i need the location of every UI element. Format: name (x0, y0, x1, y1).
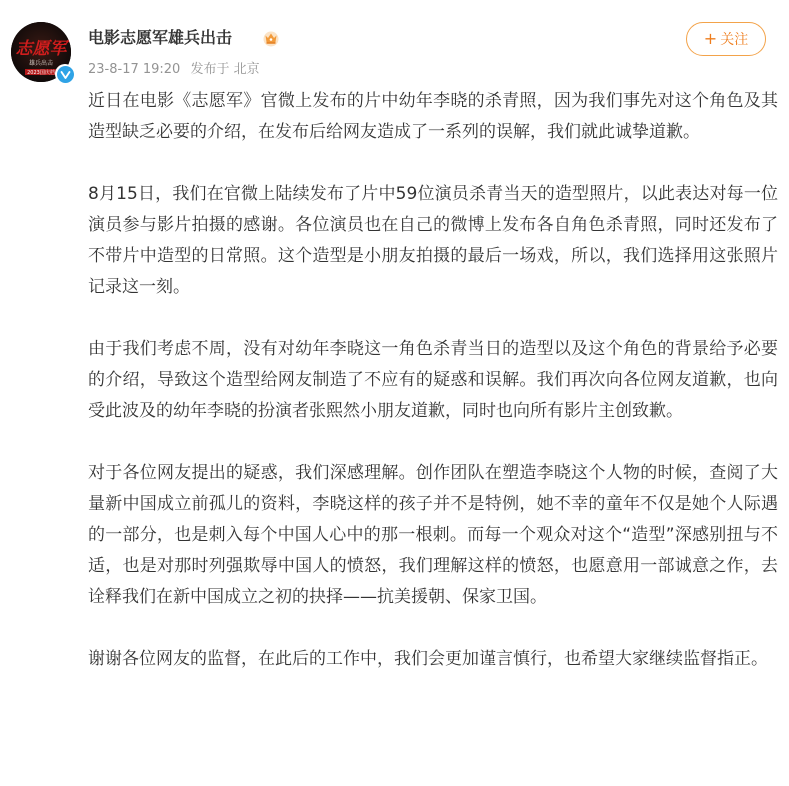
post-paragraph-5: 谢谢各位网友的监督，在此后的工作中，我们会更加谨言慎行，也希望大家继续监督指正。 (88, 649, 768, 669)
post-paragraph-1: 近日在电影《志愿军》官微上发布的片中幼年李晓的杀青照，因为我们事先对这个角色及其造型缺乏必要的介绍，在发布后给网友造成了一系列的误解，我们就此诚挚道歉。 (88, 91, 778, 142)
plus-icon: + (703, 29, 718, 48)
post-paragraph-3: 由于我们考虑不周，没有对幼年李晓这一角色杀青当日的造型以及这个角色的背景给予必要的介绍，导致这个造型给网友制造了不应有的疑惑和误解。我们再次向各位网友道歉，也向受此波及的幼年李晓的扮演者张熙然小朋友道歉，同时也向所有影片主创致歉。 (88, 339, 778, 421)
post-meta (88, 60, 266, 80)
avatar-title-text: 志愿军 (15, 39, 67, 59)
post-paragraph-4: 对于各位网友提出的疑惑，我们深感理解。创作团队在塑造李晓这个人物的时候，查阅了大量新中国成立前孤儿的资料，李晓这样的孩子并不是特例，她不幸的童年不仅是她个人际遇的一部分，也是刺入每个中国人心中的那一根刺。而每一个观众对这个“造型”深感别扭与不适，也是对那时列强欺辱中国人的愤怒，我们理解这样的愤怒，也愿意用一部诚意之作，去诠释我们在新中国成立之初的抉择——抗美援朝、保家卫国。 (88, 463, 778, 607)
follow-button[interactable] (686, 22, 766, 56)
post-timestamp[interactable]: 23-8-17 19:20 (88, 62, 181, 77)
post-paragraph-2: 8月15日，我们在官微上陆续发布了片中59位演员杀青当天的造型照片，以此表达对每一位演员参与影片拍摄的感谢。各位演员也在自己的微博上发布各自角色杀青照，同时还发布了不带片中造型的日常照。这个造型是小朋友拍摄的最后一场戏，所以，我们选择用这张照片记录这一刻。 (88, 184, 778, 297)
avatar-year-text: 2023国庆档 (27, 70, 55, 76)
post-location: 发布于 北京 (190, 62, 260, 77)
crown-icon[interactable] (262, 29, 280, 47)
post-content (88, 86, 778, 706)
verified-icon (55, 64, 75, 84)
avatar-subtitle-text: 雄兵出击 (28, 60, 54, 67)
author-name[interactable]: 电影志愿军雄兵出击 (88, 28, 233, 47)
author-avatar-container[interactable] (11, 22, 71, 82)
follow-button-label: 关注 (720, 32, 749, 48)
